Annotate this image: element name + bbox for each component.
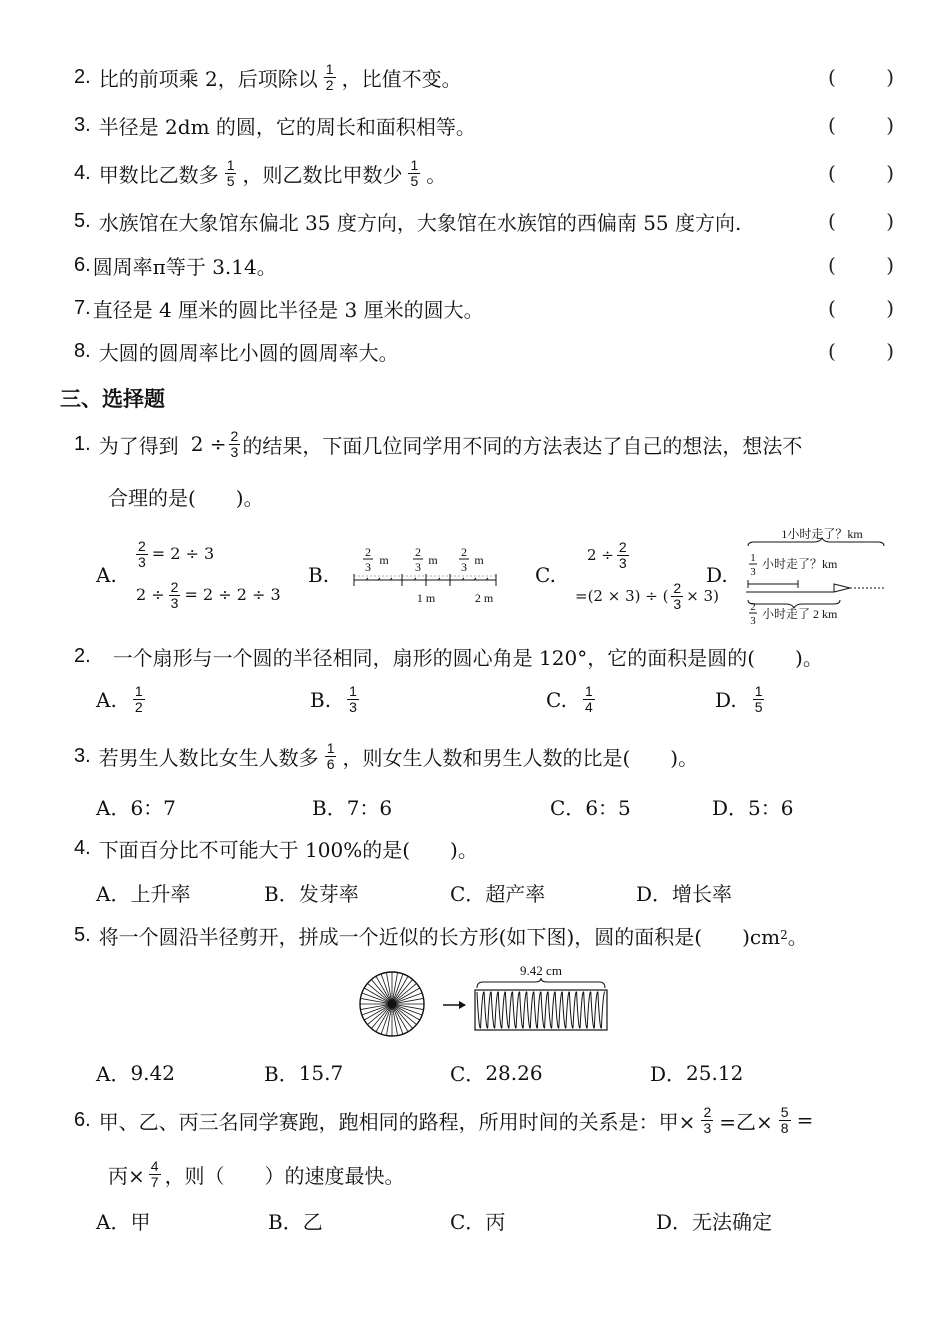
distance-diagram bbox=[740, 522, 890, 626]
svg-text:3: 3 bbox=[750, 615, 756, 626]
item-text: 。 bbox=[426, 162, 447, 187]
width-label: 9.42 cm bbox=[520, 963, 562, 978]
judge-item-7 bbox=[74, 288, 894, 328]
judge-item-3 bbox=[74, 105, 894, 145]
question-6 bbox=[74, 1100, 892, 1140]
item-number: 4. bbox=[74, 161, 91, 184]
arrow-icon bbox=[459, 1001, 466, 1009]
question-text: ，则（ ）的速度最快。 bbox=[164, 1163, 405, 1188]
fraction: $\frac{1}{2}$ bbox=[134, 683, 143, 715]
item-text: 直径是 4 厘米的圆比半径是 3 厘米的圆大。 bbox=[92, 297, 484, 322]
fraction: $\frac{2}{3}$ bbox=[673, 579, 682, 612]
answer-blank[interactable]: ( ) bbox=[828, 161, 894, 185]
number-line-figure bbox=[346, 540, 504, 610]
question-5 bbox=[74, 915, 920, 955]
question-text: 若男生人数比女生人数多 bbox=[98, 745, 319, 770]
question-2 bbox=[74, 636, 910, 676]
fraction: $\frac{1}{4}$ bbox=[584, 683, 593, 715]
item-text: 半径是 2dm 的圆，它的周长和面积相等。 bbox=[98, 114, 476, 139]
option-a[interactable]: A． 6：7 bbox=[96, 796, 176, 820]
bottom-label: 小时走了 2 km bbox=[762, 607, 838, 621]
option-c[interactable]: C． 6：5 bbox=[550, 796, 631, 820]
item-number: 6. bbox=[74, 1108, 91, 1131]
item-number: 5. bbox=[74, 923, 91, 946]
question-6-line2 bbox=[108, 1154, 405, 1194]
svg-text:3: 3 bbox=[415, 560, 421, 574]
question-text: 丙× bbox=[108, 1163, 145, 1188]
equation-line: = 2 ÷ 3 bbox=[151, 544, 215, 563]
fraction: $\frac{2}{3}$ bbox=[618, 538, 627, 571]
item-number: 3. bbox=[74, 744, 91, 767]
svg-text:1: 1 bbox=[750, 552, 756, 564]
option-d[interactable]: D. $\frac{1}{5}$ bbox=[715, 683, 763, 715]
top-label: 1小时走了？km bbox=[781, 527, 863, 541]
fraction: $\frac{1}{5}$ bbox=[754, 683, 763, 715]
item-number: 8. bbox=[74, 339, 91, 362]
svg-text:2: 2 bbox=[461, 545, 467, 559]
option-label[interactable]: C. bbox=[535, 563, 556, 587]
question-text: ，则女生人数和男生人数的比是( )。 bbox=[342, 745, 699, 770]
svg-text:3: 3 bbox=[461, 560, 467, 574]
option-c[interactable]: C． 28.26 bbox=[450, 1060, 543, 1086]
option-a[interactable]: A． 9.42 bbox=[96, 1060, 175, 1086]
judge-item-5 bbox=[74, 201, 894, 241]
expression: 2 ÷ bbox=[190, 432, 227, 456]
option-label[interactable]: A. bbox=[96, 563, 117, 587]
segment-label-2 bbox=[413, 545, 438, 574]
segment-label-1 bbox=[363, 545, 389, 574]
circle-to-rectangle-figure bbox=[355, 962, 615, 1042]
item-number: 2. bbox=[74, 644, 91, 667]
item-number: 5. bbox=[74, 209, 91, 232]
svg-text:m: m bbox=[474, 553, 484, 567]
option-c[interactable]: C． 丙 bbox=[450, 1210, 506, 1234]
question-text: = bbox=[796, 1108, 814, 1132]
item-number: 3. bbox=[74, 113, 91, 136]
option-c[interactable]: C． 超产率 bbox=[450, 882, 546, 906]
question-3 bbox=[74, 736, 910, 776]
option-a[interactable]: A． 上升率 bbox=[96, 882, 191, 906]
section-title: 三、选择题 bbox=[60, 387, 165, 411]
question-text: 的结果，下面几位同学用不同的方法表达了自己的想法，想法不 bbox=[242, 433, 803, 458]
equation-line: =(2 × 3) ÷ ( bbox=[575, 587, 669, 605]
equation-line: × 3) bbox=[686, 587, 719, 605]
option-b[interactable]: B． 7：6 bbox=[312, 796, 393, 820]
equation-line: 2 ÷ bbox=[136, 585, 165, 604]
equation-line: = 2 ÷ 2 ÷ 3 bbox=[184, 585, 281, 604]
option-b[interactable]: B． 发芽率 bbox=[264, 882, 359, 906]
fraction: $\frac{5}{8}$ bbox=[780, 1103, 789, 1136]
segment-label-3 bbox=[459, 545, 484, 574]
item-text: 圆周率π等于 3.14。 bbox=[92, 254, 277, 279]
item-text: 水族馆在大象馆东偏北 35 度方向，大象馆在水族馆的西偏南 55 度方向. bbox=[98, 210, 742, 235]
item-text: ，比值不变。 bbox=[341, 66, 462, 91]
option-d[interactable]: D． 增长率 bbox=[636, 882, 733, 906]
option-a[interactable]: A. $\frac{1}{2}$ bbox=[96, 683, 143, 715]
sliced-circle bbox=[360, 972, 424, 1036]
option-c[interactable]: C. $\frac{1}{4}$ bbox=[546, 683, 593, 715]
svg-text:m: m bbox=[428, 553, 438, 567]
question-text: 甲、乙、丙三名同学赛跑，跑相同的路程，所用时间的关系是：甲× bbox=[98, 1109, 696, 1134]
option-d[interactable]: D． 25.12 bbox=[650, 1060, 744, 1086]
answer-blank[interactable]: ( ) bbox=[828, 65, 894, 89]
judge-item-4 bbox=[74, 153, 894, 193]
fraction: $\frac{2}{3}$ bbox=[138, 537, 146, 570]
fraction: $\frac{4}{7}$ bbox=[150, 1157, 159, 1190]
item-number: 7. bbox=[74, 296, 91, 319]
answer-blank[interactable]: ( ) bbox=[828, 339, 894, 363]
fraction: $\frac{1}{6}$ bbox=[326, 739, 335, 772]
judge-item-8 bbox=[74, 331, 894, 371]
svg-text:m: m bbox=[379, 553, 389, 567]
answer-blank[interactable]: ( ) bbox=[828, 253, 894, 277]
fraction: $\frac{1}{5}$ bbox=[226, 156, 235, 189]
question-text-line2: 合理的是( )。 bbox=[108, 486, 264, 510]
tick-label-1m: 1 m bbox=[416, 591, 436, 605]
answer-blank[interactable]: ( ) bbox=[828, 296, 894, 320]
judge-item-6 bbox=[74, 245, 894, 285]
question-text: 为了得到 bbox=[98, 433, 179, 458]
option-d[interactable]: D． 5：6 bbox=[712, 796, 794, 820]
answer-blank[interactable]: ( ) bbox=[828, 113, 894, 137]
fraction: $\frac{1}{2}$ bbox=[325, 60, 334, 93]
option-c-figure bbox=[575, 536, 719, 618]
question-text: 将一个圆沿半径剪开，拼成一个近似的长方形(如下图)，圆的面积是( )cm bbox=[98, 924, 781, 949]
item-text: ，则乙数比甲数少 bbox=[242, 162, 403, 187]
mid-label: 小时走了？km bbox=[762, 557, 838, 571]
question-text: 一个扇形与一个圆的半径相同，扇形的圆心角是 120°，它的面积是圆的( )。 bbox=[112, 645, 823, 670]
option-b[interactable]: B． 乙 bbox=[268, 1210, 323, 1234]
judge-item-2 bbox=[74, 57, 894, 97]
option-label[interactable]: D. bbox=[706, 563, 728, 587]
item-text: 比的前项乘 2，后项除以 bbox=[98, 66, 318, 91]
question-text: =乙× bbox=[719, 1109, 773, 1134]
item-number: 4. bbox=[74, 836, 91, 859]
fraction: $\frac{2}{3}$ bbox=[230, 427, 239, 460]
option-a[interactable]: A． 甲 bbox=[96, 1210, 151, 1234]
item-number: 6. bbox=[74, 253, 91, 276]
tick-label-2m: 2 m bbox=[474, 591, 494, 605]
fraction: $\frac{1}{3}$ bbox=[349, 683, 357, 715]
svg-text:3: 3 bbox=[365, 560, 371, 574]
item-text: 大圆的圆周率比小圆的圆周率大。 bbox=[98, 340, 399, 365]
equation-line: 2 ÷ bbox=[587, 546, 614, 564]
svg-text:3: 3 bbox=[750, 566, 756, 578]
question-4 bbox=[74, 828, 894, 868]
item-text: 甲数比乙数多 bbox=[98, 162, 219, 187]
svg-text:2: 2 bbox=[415, 545, 421, 559]
fraction: $\frac{2}{3}$ bbox=[170, 578, 179, 611]
superscript: 2 bbox=[780, 928, 788, 942]
answer-blank[interactable]: ( ) bbox=[828, 209, 894, 233]
option-a-figure bbox=[136, 535, 281, 617]
svg-text:2: 2 bbox=[365, 545, 371, 559]
question-text: 。 bbox=[787, 924, 808, 949]
item-number: 2. bbox=[74, 65, 91, 88]
item-number: 1. bbox=[74, 432, 91, 455]
option-b[interactable]: B. $\frac{1}{3}$ bbox=[310, 683, 357, 715]
option-b[interactable]: B． 15.7 bbox=[264, 1060, 344, 1086]
fraction: $\frac{1}{5}$ bbox=[410, 156, 419, 189]
fraction: $\frac{2}{3}$ bbox=[703, 1103, 712, 1136]
option-d[interactable]: D． 无法确定 bbox=[656, 1210, 773, 1234]
option-label[interactable]: B. bbox=[308, 563, 330, 587]
question-text: 下面百分比不可能大于 100%的是( )。 bbox=[98, 837, 478, 862]
svg-text:2: 2 bbox=[750, 601, 756, 613]
question-1 bbox=[74, 424, 910, 464]
